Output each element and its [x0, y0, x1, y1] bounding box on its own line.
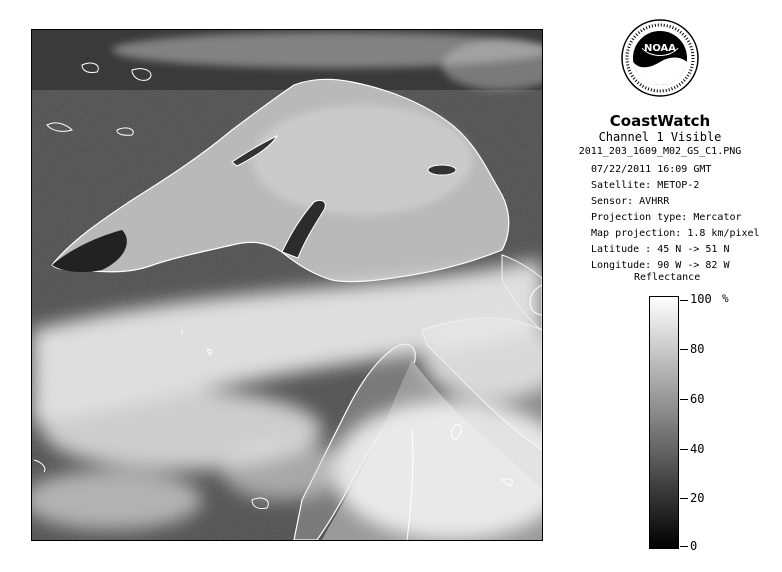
longitude-text: Longitude: 90 W -> 82 W [591, 260, 730, 271]
colorbar-tick [680, 546, 688, 547]
file-name: 2011_203_1609_M02_GS_C1.PNG [578, 146, 742, 157]
legend-title: Reflectance [634, 272, 701, 283]
tick-label-20: 20 [690, 491, 705, 505]
app-title: CoastWatch [609, 112, 711, 130]
projection-text: Projection type: Mercator [591, 212, 742, 223]
colorbar-tick [680, 498, 688, 499]
latitude-text: Latitude : 45 N -> 51 N [591, 244, 730, 255]
legend-unit: % [722, 292, 729, 305]
map-projection-text: Map projection: 1.8 km/pixel [591, 228, 760, 239]
colorbar-tick [680, 449, 688, 450]
colorbar-tick [680, 399, 688, 400]
tick-label-0: 0 [690, 539, 698, 553]
datetime-text: 07/22/2011 16:09 GMT [591, 164, 712, 175]
colorbar-tick [680, 349, 688, 350]
satellite-text: Satellite: METOP-2 [591, 180, 700, 191]
sensor-text: Sensor: AVHRR [591, 196, 670, 207]
tick-label-40: 40 [690, 442, 705, 456]
noaa-logo [620, 18, 700, 98]
svg-text:NOAA: NOAA [643, 43, 677, 54]
colorbar-tick [680, 300, 688, 301]
noaa-emblem-icon [620, 18, 700, 98]
reflectance-colorbar [649, 296, 679, 549]
product-name: Channel 1 Visible [598, 130, 722, 144]
tick-label-80: 80 [690, 342, 705, 356]
tick-label-60: 60 [690, 392, 705, 406]
tick-label-100: 100 [690, 292, 712, 306]
map-graphic [32, 30, 542, 540]
satellite-map[interactable] [31, 29, 543, 541]
